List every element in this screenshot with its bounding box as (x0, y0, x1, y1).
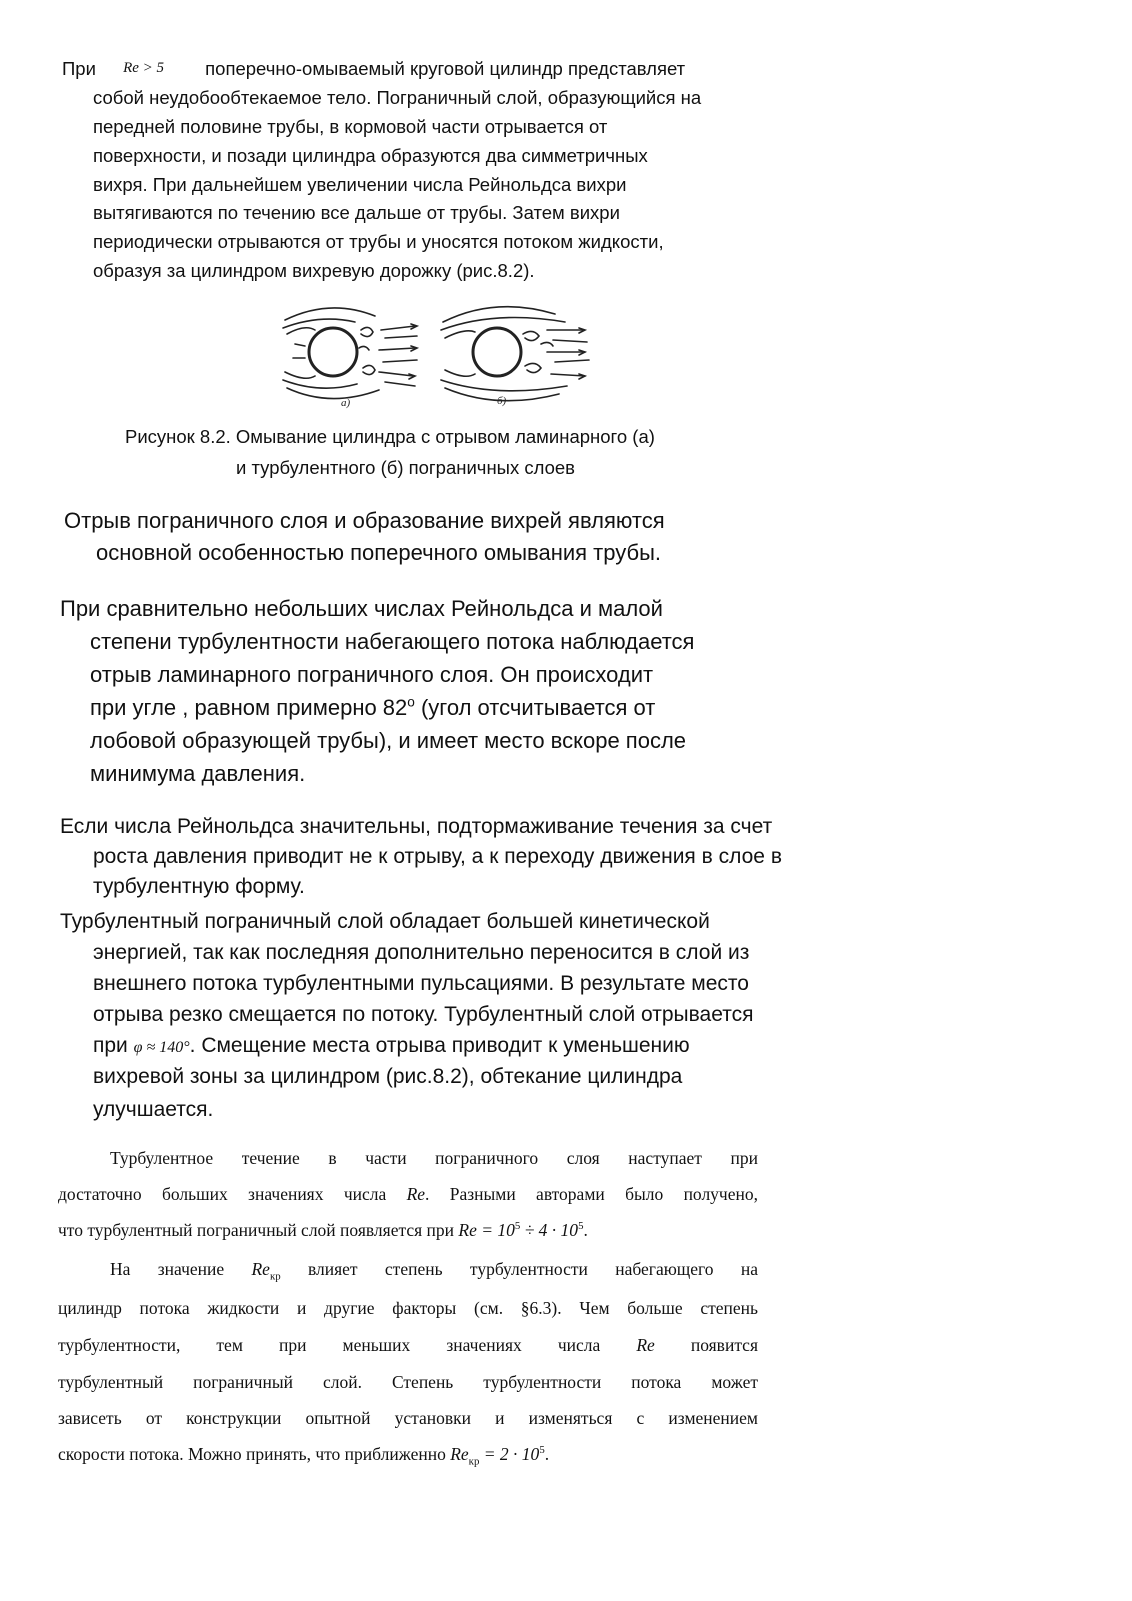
math-re-range: ÷ 4 · 10 (520, 1220, 579, 1240)
paragraph-line: турбулентную форму. (93, 875, 305, 898)
paragraph-line: Отрыв пограничного слоя и образование вихрей являются (64, 508, 665, 533)
math-sup: 5 (514, 1220, 521, 1233)
math-re-cr: Re (251, 1259, 270, 1279)
scan-text: что турбулентный пограничный слой появляется при (58, 1220, 459, 1240)
paragraph-line: вытягиваются по течению все дальше от трубы. Затем вихри (93, 202, 620, 223)
paragraph-line: поверхности, и позади цилиндра образуются два симметричных (93, 145, 648, 166)
paragraph-line: основной особенностью поперечного омывания трубы. (96, 540, 662, 565)
figure-caption: Рисунок 8.2. Омывание цилиндра с отрывом ламинарного (а) (125, 426, 655, 447)
scan-text: . (544, 1444, 550, 1464)
math-sup: 5 (578, 1220, 584, 1233)
scan-text: . Разными авторами было получено, (425, 1184, 758, 1204)
paragraph-line: внешнего потока турбулентными пульсациями. В результате место (93, 972, 749, 995)
text-continuation: поперечно-омываемый круговой цилиндр представляет (205, 58, 686, 79)
scan-text: влияет степень турбулентности набегающего на (280, 1259, 758, 1279)
paragraph-line: вихря. При дальнейшем увеличении числа Рейнольдса вихри (93, 174, 627, 195)
paragraph-line: энергией, так как последняя дополнительно переносится в слой из (93, 941, 750, 964)
scan-text: достаточно больших значениях числа (58, 1184, 407, 1204)
paragraph-line: лобовой образующей трубы), и имеет место вскоре после (90, 728, 687, 753)
paragraph-line: собой неудобообтекаемое тело. Пограничный слой, образующийся на (93, 87, 702, 108)
math-sup: 5 (539, 1444, 545, 1457)
math-value: = 2 · 10 (479, 1444, 540, 1464)
math-re-gt-5: Re > 5 (123, 60, 165, 76)
paragraph-line (62, 58, 685, 80)
scan-text: появится (654, 1335, 758, 1355)
paragraph-line: периодически отрываются от трубы и уносятся потоком жидкости, (93, 231, 664, 252)
scan-text: На значение (110, 1259, 252, 1279)
math-sub: кр (468, 1455, 480, 1468)
figure-caption: и турбулентного (б) пограничных слоев (236, 457, 576, 478)
paragraph-line: При сравнительно небольших числах Рейнольдса и малой (60, 596, 663, 621)
paragraph-line: вихревой зоны за цилиндром (рис.8.2), обтекание цилиндра (93, 1065, 683, 1088)
math-re: Re (406, 1184, 426, 1204)
text-continuation: . Смещение места отрыва приводит к уменьшению (189, 1034, 690, 1057)
scan-text: турбулентности, тем при меньших значениях числа (58, 1335, 637, 1355)
paragraph-line: образуя за цилиндром вихревую дорожку (рис.8.2). (93, 260, 535, 281)
figure-panel-a (283, 308, 417, 399)
paragraph-line: минимума давления. (90, 761, 306, 786)
paragraph-line: отрыв ламинарного пограничного слоя. Он происходит (90, 662, 654, 687)
figure-panel-b (441, 307, 589, 401)
paragraph-line: передней половине трубы, в кормовой части отрывается от (93, 116, 608, 137)
text-angle-rest: (угол отсчитывается от (414, 695, 656, 720)
paragraph-line (93, 1034, 690, 1058)
math-re-range: Re = 10 (458, 1220, 515, 1240)
scan-line: цилиндр потока жидкости и другие факторы (см. §6.3). Чем больше степень (58, 1298, 758, 1318)
scan-line (58, 1259, 758, 1283)
degree-sup: o (407, 694, 415, 710)
scan-line: Турбулентное течение в части пограничного слоя наступает при (110, 1148, 758, 1168)
paragraph-line: отрыва резко смещается по потоку. Турбулентный слой отрывается (93, 1003, 754, 1026)
paragraph-line: Турбулентный пограничный слой обладает большей кинетической (60, 910, 710, 933)
figure-label-b: б) (497, 395, 507, 407)
paragraph-line: степени турбулентности набегающего потока наблюдается (90, 629, 695, 654)
cylinder-flow-figure (275, 300, 605, 415)
scan-line (58, 1184, 758, 1205)
figure-label-a: а) (341, 397, 351, 409)
paragraph-line (90, 695, 655, 721)
math-sub: кр (269, 1270, 281, 1283)
paragraph-line: роста давления приводит не к отрыву, а к переходу движения в слое в (93, 845, 782, 868)
text-pri-phi: при (93, 1034, 134, 1057)
scan-text: . (583, 1220, 588, 1240)
scan-line (58, 1220, 758, 1241)
math-re-cr: Re (450, 1444, 469, 1464)
paragraph-line: улучшается. (93, 1098, 214, 1121)
scan-line (58, 1444, 758, 1468)
scan-line (58, 1335, 758, 1356)
text-angle: при угле , равном примерно 82 (90, 695, 408, 720)
text-pri: При (62, 58, 96, 79)
scan-text: скорости потока. Можно принять, что приближенно (58, 1444, 451, 1464)
scan-line: зависеть от конструкции опытной установки и изменяться с изменением (58, 1408, 758, 1428)
scan-line: турбулентный пограничный слой. Степень турбулентности потока может (58, 1372, 758, 1392)
math-phi-140: φ ≈ 140° (133, 1039, 190, 1056)
paragraph-line: Если числа Рейнольдса значительны, подтормаживание течения за счет (60, 815, 773, 838)
math-re: Re (636, 1335, 655, 1355)
